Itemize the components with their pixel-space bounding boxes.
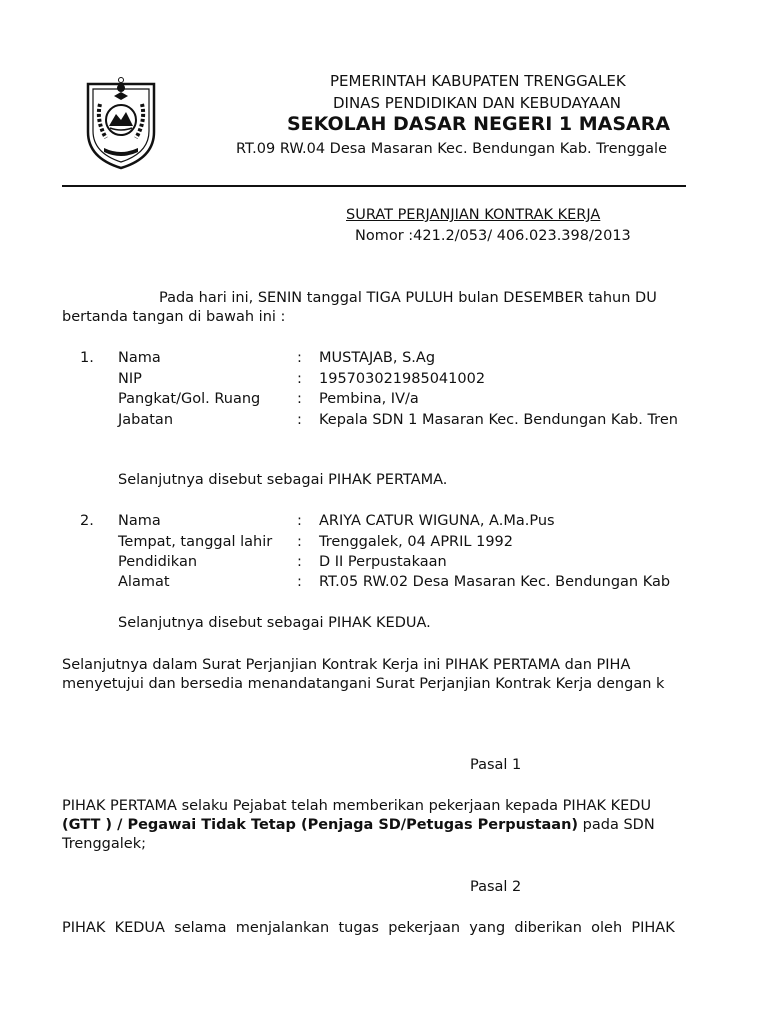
party2-value-nama: ARIYA CATUR WIGUNA, A.Ma.Pus [319, 513, 555, 529]
pasal2-line-1: PIHAK KEDUA selama menjalankan tugas pekerjaan yang diberikan oleh PIHAK [62, 920, 675, 936]
pasal1-line-3: Trenggalek; [62, 836, 147, 852]
party1-sep: : [297, 391, 302, 407]
header-divider [62, 185, 686, 187]
party1-sep: : [297, 371, 302, 387]
party1-label-pangkat: Pangkat/Gol. Ruang [118, 391, 261, 407]
pasal2-heading: Pasal 2 [470, 879, 522, 895]
document-number: Nomor :421.2/053/ 406.023.398/2013 [355, 228, 631, 244]
party1-label-nip: NIP [118, 371, 142, 387]
pasal1-line-2-rest: pada SDN [578, 817, 655, 833]
party2-value-alamat: RT.05 RW.02 Desa Masaran Kec. Bendungan Kab [319, 574, 671, 590]
header-government: PEMERINTAH KABUPATEN TRENGGALEK [330, 72, 626, 90]
party1-value-jabatan: Kepala SDN 1 Masaran Kec. Bendungan Kab. Tren [319, 412, 678, 428]
party1-sep: : [297, 350, 302, 366]
pasal1-heading: Pasal 1 [470, 757, 522, 773]
party2-sep: : [297, 513, 302, 529]
pasal1-position-bold: (GTT ) / Pegawai Tidak Tetap (Penjaga SD/Petugas Perpustaan) [62, 817, 579, 833]
party2-label-ttl: Tempat, tanggal lahir [118, 534, 273, 550]
party1-value-pangkat: Pembina, IV/a [319, 391, 419, 407]
party2-sep: : [297, 554, 302, 570]
header-address: RT.09 RW.04 Desa Masaran Kec. Bendungan Kab. Trenggale [236, 141, 667, 157]
party2-label-alamat: Alamat [118, 574, 170, 590]
party1-label-nama: Nama [118, 350, 161, 366]
party2-label-pendidikan: Pendidikan [118, 554, 198, 570]
pasal1-line-1: PIHAK PERTAMA selaku Pejabat telah memberikan pekerjaan kepada PIHAK KEDU [62, 798, 652, 814]
agreement-line-1: Selanjutnya dalam Surat Perjanjian Kontrak Kerja ini PIHAK PERTAMA dan PIHA [62, 657, 631, 673]
party2-number: 2. [80, 513, 94, 529]
kabupaten-seal-logo [80, 76, 162, 172]
pasal1-line-2 [62, 817, 655, 833]
party2-value-pendidikan: D II Perpustakaan [319, 554, 447, 570]
party1-value-nip: 195703021985041002 [319, 371, 486, 387]
party2-note: Selanjutnya disebut sebagai PIHAK KEDUA. [118, 615, 431, 631]
party1-sep: : [297, 412, 302, 428]
party2-sep: : [297, 534, 302, 550]
party2-sep: : [297, 574, 302, 590]
header-department: DINAS PENDIDIKAN DAN KEBUDAYAAN [333, 94, 621, 112]
party1-number: 1. [80, 350, 94, 366]
party1-note: Selanjutnya disebut sebagai PIHAK PERTAMA. [118, 472, 448, 488]
agreement-line-2: menyetujui dan bersedia menandatangani Surat Perjanjian Kontrak Kerja dengan k [62, 676, 665, 692]
party2-label-nama: Nama [118, 513, 161, 529]
party1-label-jabatan: Jabatan [118, 412, 174, 428]
header-school-name: SEKOLAH DASAR NEGERI 1 MASARA [287, 113, 671, 135]
party1-value-nama: MUSTAJAB, S.Ag [319, 350, 436, 366]
party2-value-ttl: Trenggalek, 04 APRIL 1992 [319, 534, 514, 550]
opening-line-1: Pada hari ini, SENIN tanggal TIGA PULUH bulan DESEMBER tahun DU [159, 290, 657, 306]
opening-line-2: bertanda tangan di bawah ini : [62, 309, 286, 325]
document-title: SURAT PERJANJIAN KONTRAK KERJA [346, 207, 601, 223]
